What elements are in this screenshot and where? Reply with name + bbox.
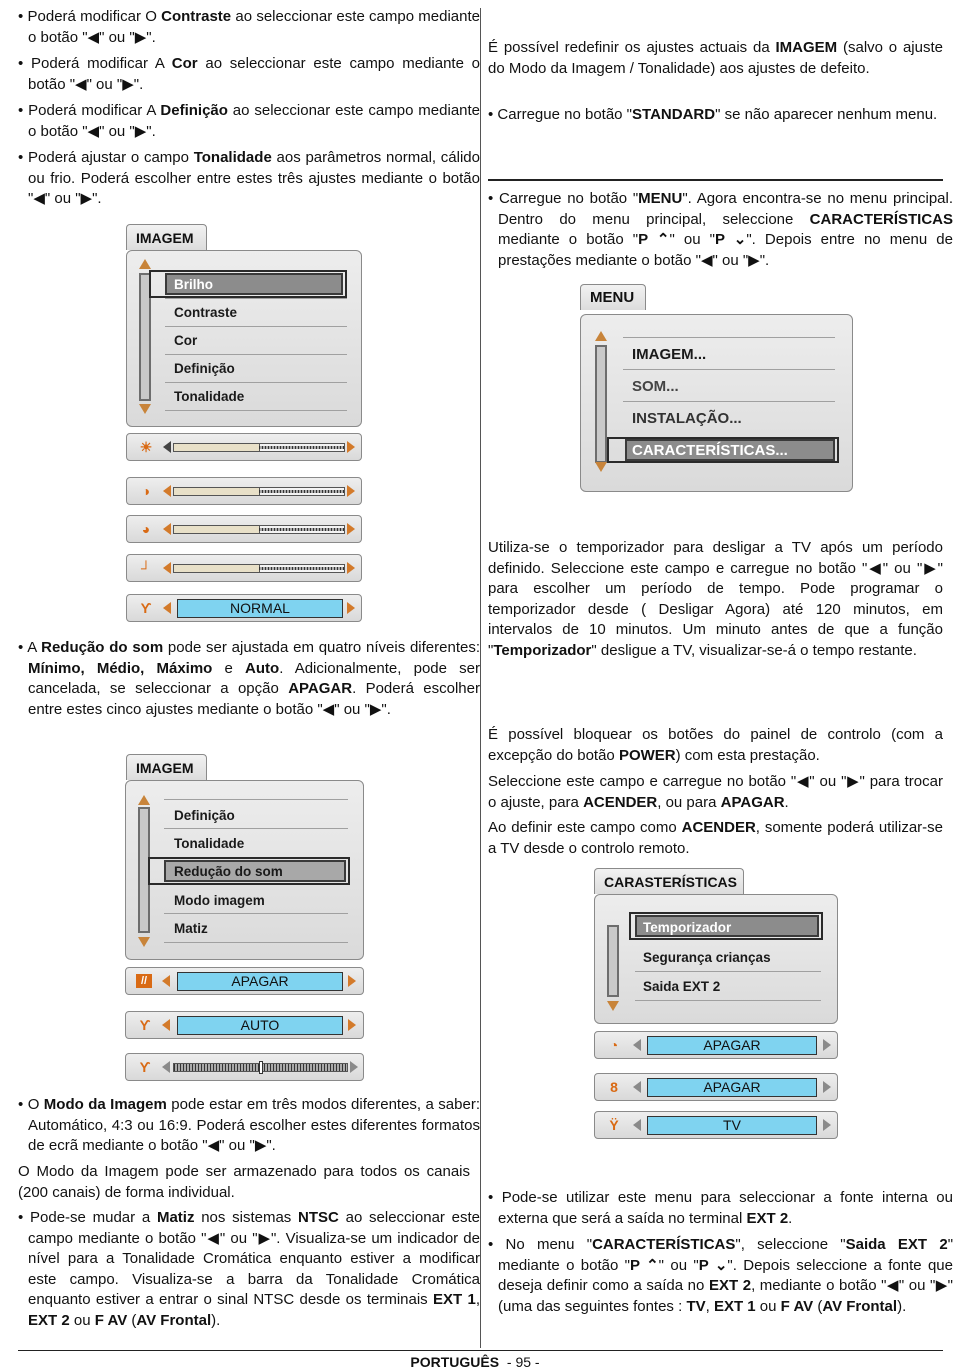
sharpness-paragraph: • Poderá modificar A Definição ao seleccionar este campo mediante o botão "◀" ou "▶". (18, 102, 481, 140)
child-lock-on-paragraph: Ao definir este campo como ACENDER, somente poderá utilizar-se a TV desde o controlo remoto. (488, 819, 943, 857)
divider (623, 369, 835, 370)
slider-track (259, 446, 344, 449)
sharpness-icon: ┘ (141, 560, 151, 576)
menu4-panel (594, 894, 838, 1024)
menu2-item[interactable]: Matiz (174, 921, 208, 936)
left-arrow-icon[interactable] (163, 523, 171, 535)
scroll-down-icon (139, 404, 151, 414)
ext2-paragraph: • Pode-se utilizar este menu para seleccionar a fonte interna ou externa que será a saída no terminal EXT 2. (488, 1189, 953, 1227)
child-lock-setting-paragraph: Seleccione este campo e carregue no botão "◀" ou "▶" para trocar o ajuste, para ACENDER, ou para APAGAR. (488, 773, 943, 811)
menu1-tab: IMAGEM (126, 224, 207, 250)
timer-paragraph: Utiliza-se o temporizador para desligar a TV após um período definido. Seleccione este campo e carregue no botão "◀" ou "▶" para escolher um período de tempo. Pode programar o temporizador desde ( Desligar Agora) até 120 minutos, em intervalos de 10 minutos. Um minuto antes de que a função "Temporizador" desligue a TV, visualizar-se-á o tempo restante. (488, 539, 943, 659)
contrast-paragraph: • Poderá modificar O Contraste ao seleccionar este campo mediante o botão "◀" ou "▶". (18, 8, 480, 46)
right-arrow-icon[interactable] (350, 1061, 358, 1073)
slider-fill (174, 444, 260, 451)
menu2-item[interactable]: Redução do som (174, 864, 283, 879)
picture-mode-bar[interactable] (125, 1011, 364, 1039)
brightness-icon: ☀ (139, 439, 153, 455)
divider (165, 382, 347, 383)
slider-track (259, 528, 344, 531)
left-arrow-icon[interactable] (633, 1081, 641, 1093)
picture-mode-paragraph: • O Modo da Imagem pode estar em três modos diferentes, a saber: Automático, 4:3 ou 16:9. Poderá escolher estes diferentes formatos de ecrã mediante o botão "◀" ou "▶". (18, 1096, 480, 1154)
contrast-slider-bar[interactable] (126, 477, 362, 505)
menu2-item[interactable]: Definição (174, 808, 235, 823)
noise-reduction-value: APAGAR (177, 972, 343, 991)
left-arrow-icon[interactable] (163, 441, 171, 453)
picture-mode-storage-paragraph: O Modo da Imagem pode ser armazenado para todos os canais (200 canais) de forma individual. (18, 1163, 470, 1201)
level-slider[interactable] (173, 443, 345, 452)
level-slider[interactable] (173, 564, 345, 573)
right-arrow-icon[interactable] (348, 975, 356, 987)
scroll-down-icon (607, 1001, 619, 1011)
standard-paragraph: • Carregue no botão "STANDARD" se não aparecer nenhum menu. (488, 106, 938, 123)
menu1-item[interactable]: Cor (174, 333, 198, 348)
timer-bar[interactable] (594, 1031, 838, 1059)
hue-slider[interactable] (173, 1063, 348, 1072)
scroll-up-icon (138, 795, 150, 805)
column-divider (480, 8, 481, 1348)
menu2-item[interactable]: Modo imagem (174, 893, 265, 908)
reset-paragraph: É possível redefinir os ajustes actuais da IMAGEM (salvo o ajuste do Modo da Imagem / Tonalidade) aos ajustes de defeito. (488, 39, 943, 77)
menu4-tab: CARASTERÍSTICAS (594, 868, 744, 894)
menu3-tab: MENU (580, 284, 646, 310)
menu1-item[interactable]: Brilho (174, 277, 213, 292)
divider (165, 326, 347, 327)
divider (623, 337, 835, 338)
hue-paragraph: • Pode-se mudar a Matiz nos sistemas NTSC ao seleccionar este campo mediante o botão "◀" ou "▶". Visualiza-se um indicador de nível para a Tonalidade Cromática enquanto estiver a modificar este campo. Visualiza-se a barra da Tonalidade Cromática enquanto estiver a entrar o sinal NTSC desde os terminais EXT 1, EXT 2 ou F AV (AV Frontal). (18, 1209, 481, 1329)
menu3-item[interactable]: INSTALAÇÃO... (632, 410, 742, 427)
footer-language: PORTUGUÊS (410, 1354, 500, 1370)
left-arrow-icon[interactable] (633, 1039, 641, 1051)
divider (164, 913, 348, 914)
right-arrow-icon[interactable] (823, 1119, 831, 1131)
brightness-slider-bar[interactable] (126, 433, 362, 461)
picture-mode-value: AUTO (177, 1016, 343, 1035)
hue-slider-bar[interactable] (125, 1053, 364, 1081)
divider (164, 828, 348, 829)
right-arrow-icon[interactable] (348, 1019, 356, 1031)
wrench-icon: ϒ (139, 1059, 151, 1075)
divider (623, 401, 835, 402)
color-icon: ◕ (141, 521, 151, 537)
wrench-icon: ϒ (139, 1017, 151, 1033)
ext2-select-paragraph: • No menu "CARACTERÍSTICAS", seleccione "Saida EXT 2" mediante o botão "P ⌃" ou "P ⌄". Depois seleccione a fonte que deseja definir como a saída no EXT 2, mediante o botão "◀" ou "▶" (uma das seguintes fontes : TV, EXT 1 ou F AV (AV Frontal). (488, 1236, 953, 1315)
menu1-item[interactable]: Contraste (174, 305, 238, 320)
divider (164, 799, 348, 800)
timer-value: APAGAR (647, 1036, 817, 1055)
menu1-panel (126, 250, 362, 427)
divider (164, 942, 348, 943)
left-arrow-icon[interactable] (163, 485, 171, 497)
menu3-item[interactable]: SOM... (632, 378, 679, 395)
scroll-down-icon (595, 462, 607, 472)
menu3-panel (580, 314, 853, 492)
slider-fill (174, 565, 260, 572)
left-arrow-icon[interactable] (162, 975, 170, 987)
tone-paragraph: • Poderá ajustar o campo Tonalidade aos parâmetros normal, cálido ou frio. Poderá escolher entre estes três ajustes mediante o botão "◀" ou "▶". (18, 149, 480, 207)
left-arrow-icon[interactable] (633, 1119, 641, 1131)
menu1-item[interactable]: Definição (174, 361, 235, 376)
right-arrow-icon[interactable] (347, 441, 355, 453)
color-slider-bar[interactable] (126, 515, 362, 543)
divider (635, 971, 821, 972)
page-footer (0, 1354, 950, 1370)
contrast-icon: ◑ (141, 483, 151, 499)
scroll-up-icon (595, 331, 607, 341)
timer-icon: ◔ (609, 1037, 619, 1053)
left-arrow-icon[interactable] (162, 1061, 170, 1073)
lock-icon: 8 (610, 1079, 618, 1095)
section-rule (488, 179, 943, 181)
divider (165, 410, 347, 411)
menu2-item[interactable]: Tonalidade (174, 836, 245, 851)
hue-marker (259, 1061, 263, 1074)
slider-track (259, 490, 344, 493)
scroll-up-icon (139, 259, 151, 269)
menu1-item[interactable]: Tonalidade (174, 389, 245, 404)
noise-reduction-bar[interactable] (125, 967, 364, 995)
menu4-item[interactable]: Segurança crianças (643, 950, 771, 965)
menu4-scroll-rail (607, 925, 619, 997)
divider (165, 298, 347, 299)
noise-reduction-paragraph: • A Redução do som pode ser ajustada em quatro níveis diferentes: Mínimo, Médio, Máximo e Auto. Adicionalmente, pode ser cancelada, se seleccionar a opção APAGAR. Poderá escolher entre estes cinco ajustes mediante o botão "◀" ou "▶". (18, 639, 480, 718)
divider (165, 354, 347, 355)
slider-fill (174, 488, 260, 495)
left-arrow-icon[interactable] (162, 1019, 170, 1031)
tone-value: NORMAL (177, 599, 343, 618)
child-lock-value: APAGAR (647, 1078, 817, 1097)
menu2-panel (125, 780, 364, 960)
wrench-icon: ϒ (140, 600, 152, 616)
right-arrow-icon[interactable] (347, 602, 355, 614)
menu4-item[interactable]: Temporizador (643, 920, 732, 935)
footer-rule (18, 1350, 943, 1351)
features-menu-paragraph: • Carregue no botão "MENU". Agora encontra-se no menu principal. Dentro do menu principal, seleccione CARACTERÍSTICAS mediante o botão "P ⌃" ou "P ⌄". Depois entre no menu de prestações mediante o botão "◀" ou "▶". (488, 190, 953, 269)
noise-icon: // (136, 974, 152, 988)
sharpness-slider-bar[interactable] (126, 554, 362, 582)
right-arrow-icon[interactable] (347, 562, 355, 574)
menu2-tab: IMAGEM (126, 754, 207, 780)
right-arrow-icon[interactable] (347, 485, 355, 497)
page-number: - 95 - (506, 1354, 540, 1370)
level-slider[interactable] (173, 487, 345, 496)
color-paragraph: • Poderá modificar A Cor ao seleccionar este campo mediante o botão "◀" ou "▶". (18, 55, 481, 93)
ext2-output-value: TV (647, 1116, 817, 1135)
slider-fill (174, 526, 260, 533)
level-slider[interactable] (173, 525, 345, 534)
left-arrow-icon[interactable] (163, 562, 171, 574)
menu3-item[interactable]: IMAGEM... (632, 346, 707, 363)
scroll-down-icon (138, 937, 150, 947)
tone-select-bar[interactable] (126, 594, 362, 622)
ext2-output-bar[interactable] (594, 1111, 838, 1139)
menu3-scroll-rail (595, 345, 607, 463)
menu4-item[interactable]: Saida EXT 2 (643, 979, 721, 994)
menu3-item[interactable]: CARACTERÍSTICAS... (632, 442, 788, 459)
child-lock-paragraph: É possível bloquear os botões do painel de controlo (com a excepção do botão POWER) com esta prestação. (488, 726, 943, 764)
child-lock-bar[interactable] (594, 1073, 838, 1101)
right-arrow-icon[interactable] (347, 523, 355, 535)
right-arrow-icon[interactable] (823, 1039, 831, 1051)
left-arrow-icon[interactable] (163, 602, 171, 614)
output-icon: Ÿ (609, 1117, 619, 1133)
right-arrow-icon[interactable] (823, 1081, 831, 1093)
divider (635, 1000, 821, 1001)
slider-track (259, 567, 344, 570)
